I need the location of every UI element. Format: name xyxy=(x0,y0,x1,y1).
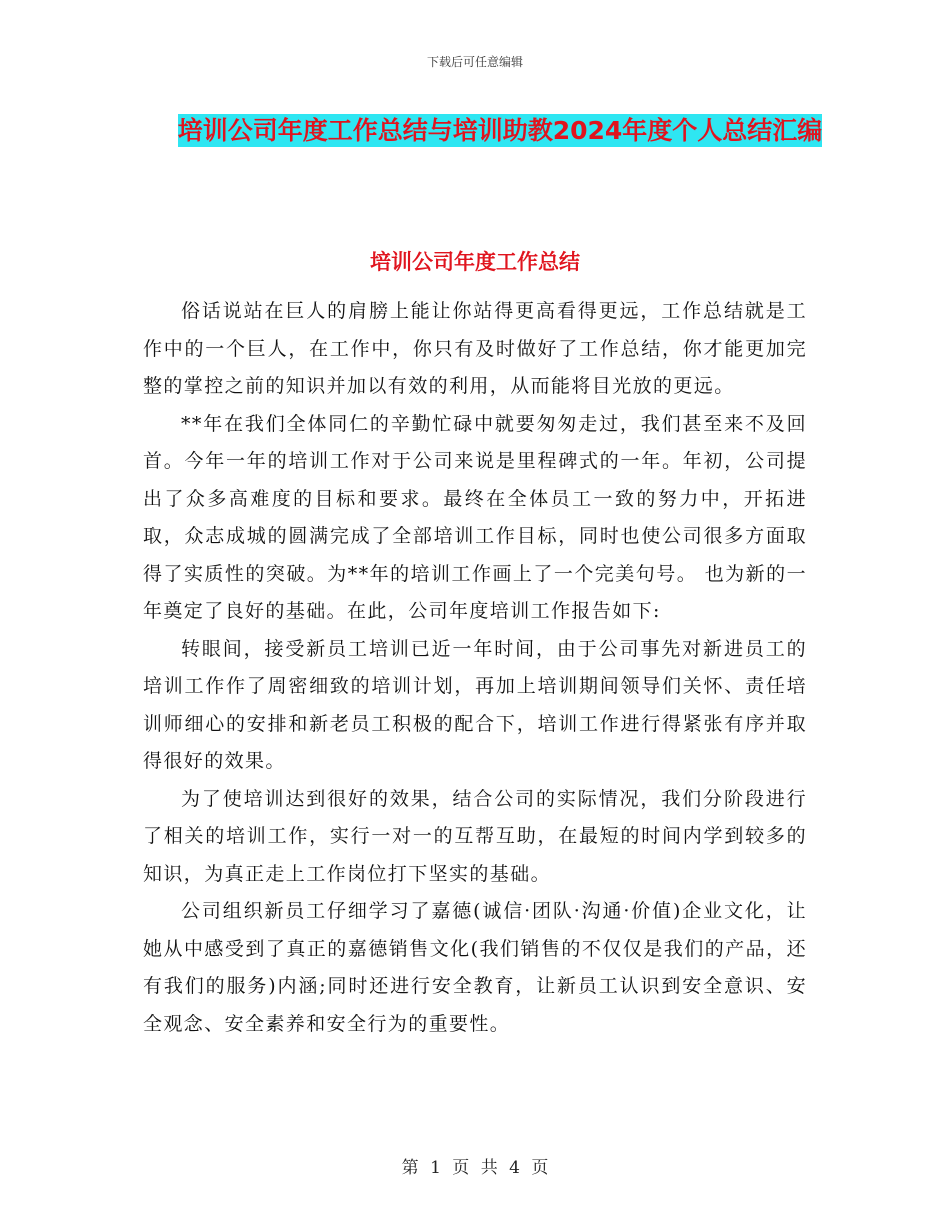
paragraph: 转眼间，接受新员工培训已近一年时间，由于公司事先对新进员工的培训工作作了周密细致的培训计划，再加上培训期间领导们关怀、责任培训师细心的安排和新老员工积极的配合下，培训工作进行得紧张有序并取得很好的效果。 xyxy=(143,637,807,772)
paragraph: 俗话说站在巨人的肩膀上能让你站得更高看得更远，工作总结就是工作中的一个巨人，在工作中，你只有及时做好了工作总结，你才能更加完整的掌控之前的知识并加以有效的利用，从而能将目光放的更远。 xyxy=(143,300,807,397)
paragraph: **年在我们全体同仁的辛勤忙碌中就要匆匆走过，我们甚至来不及回首。今年一年的培训工作对于公司来说是里程碑式的一年。年初，公司提出了众多高难度的目标和要求。最终在全体员工一致的努力中，开拓进取，众志成城的圆满完成了全部培训工作目标，同时也使公司很多方面取得了实质性的突破。为**年的培训工作画上了一个完美句号。 也为新的一年奠定了良好的基础。在此，公司年度培训工作报告如下: xyxy=(143,412,807,622)
document-body xyxy=(143,293,807,1043)
page-number: 第 1 页 共 4 页 xyxy=(401,1158,549,1178)
section-heading: 培训公司年度工作总结 xyxy=(370,250,580,274)
document-title-text: 培训公司年度工作总结与培训助教2024年度个人总结汇编 xyxy=(177,116,823,145)
paragraph: 为了使培训达到很好的效果，结合公司的实际情况，我们分阶段进行了相关的培训工作，实行一对一的互帮互助，在最短的时间内学到较多的知识，为真正走上工作岗位打下坚实的基础。 xyxy=(143,787,807,885)
header-note: 下载后可任意编辑 xyxy=(426,55,523,69)
paragraph: 公司组织新员工仔细学习了嘉德(诚信·团队·沟通·价值)企业文化，让她从中感受到了真正的嘉德销售文化(我们销售的不仅仅是我们的产品，还有我们的服务)内涵;同时还进行安全教育，让新员工认识到安全意识、安全观念、安全素养和安全行为的重要性。 xyxy=(143,900,807,1035)
document-title xyxy=(145,108,855,153)
